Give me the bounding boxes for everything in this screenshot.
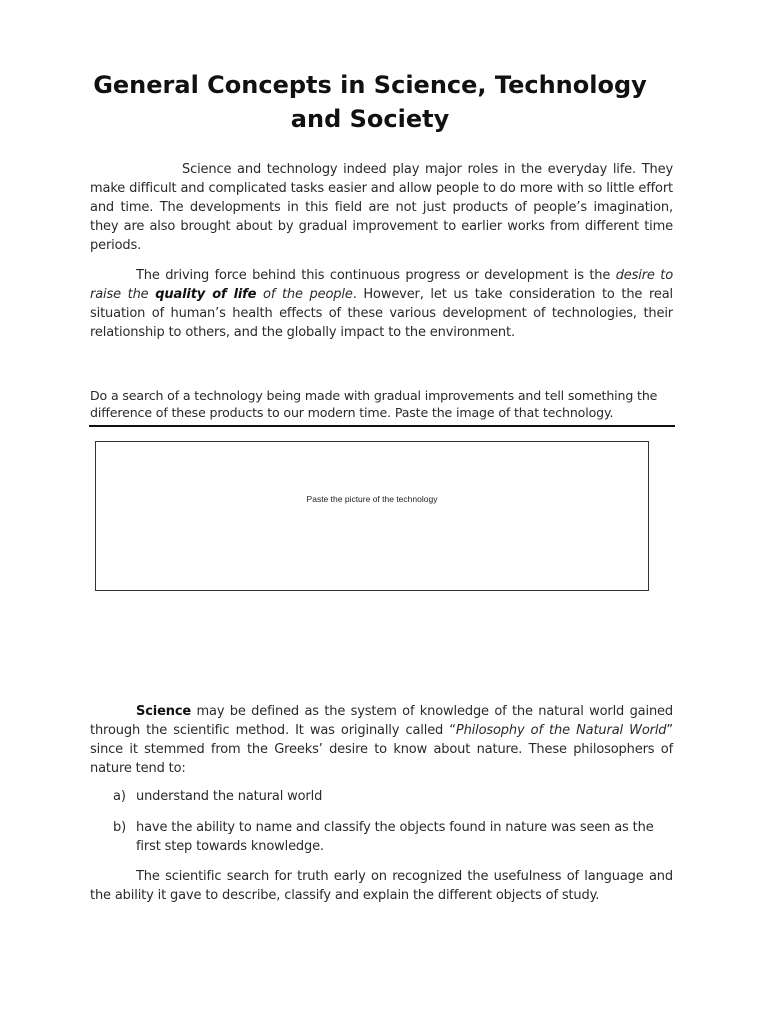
list-marker: b) bbox=[113, 820, 127, 835]
title-line-2: and Society bbox=[290, 105, 450, 133]
intro-paragraph-1: Science and technology indeed play major roles in the everyday life. They make difficult and complicated tasks easier and allow people to do more with so little effort and time. The developments in this field are not just products of people’s imagination, they are also brought about by gradual improvement to earlier works from different time periods. bbox=[90, 162, 673, 253]
science-italic: Philosophy of the Natural World bbox=[455, 723, 667, 738]
science-text-1: may be defined as the system of knowledge of the natural world gained through the scientific method. It was originally called “ bbox=[90, 704, 673, 738]
page-title bbox=[60, 68, 680, 136]
p2-italic-2: of the people bbox=[256, 287, 353, 302]
list-item-text: have the ability to name and classify the objects found in nature was seen as the first step towards knowledge. bbox=[136, 820, 654, 854]
image-paste-box[interactable] bbox=[95, 441, 649, 591]
science-term: Science bbox=[136, 704, 192, 719]
science-text-2: ” since it stemmed from the Greeks’ desire to know about nature. These philosophers of nature tend to: bbox=[90, 723, 673, 776]
list-item bbox=[113, 787, 673, 806]
intro-paragraph-2 bbox=[90, 266, 673, 342]
science-definition-paragraph bbox=[90, 702, 673, 778]
p2-bold-italic: quality of life bbox=[155, 287, 257, 302]
closing-paragraph: The scientific search for truth early on recognized the usefulness of language and the ability it gave to describe, classify and explain the different objects of study. bbox=[90, 869, 673, 903]
p2-text-2: . However, let us take consideration to the real situation of human’s health effects of these various development of technologies, their relationship to others, and the globally impact to the environment. bbox=[90, 287, 673, 340]
horizontal-rule bbox=[89, 425, 675, 427]
list-item-text: understand the natural world bbox=[136, 789, 323, 804]
list-marker: a) bbox=[113, 789, 126, 804]
activity-instruction: Do a search of a technology being made with gradual improvements and tell something the difference of these products to our modern time. Paste the image of that technology. bbox=[90, 388, 658, 420]
p2-italic-1: desire to raise the bbox=[90, 268, 674, 302]
title-line-1: General Concepts in Science, Technology bbox=[93, 71, 647, 99]
p2-text-1: The driving force behind this continuous progress or development is the bbox=[136, 268, 616, 283]
paste-box-label: Paste the picture of the technology bbox=[306, 494, 438, 504]
list-item bbox=[113, 818, 673, 856]
